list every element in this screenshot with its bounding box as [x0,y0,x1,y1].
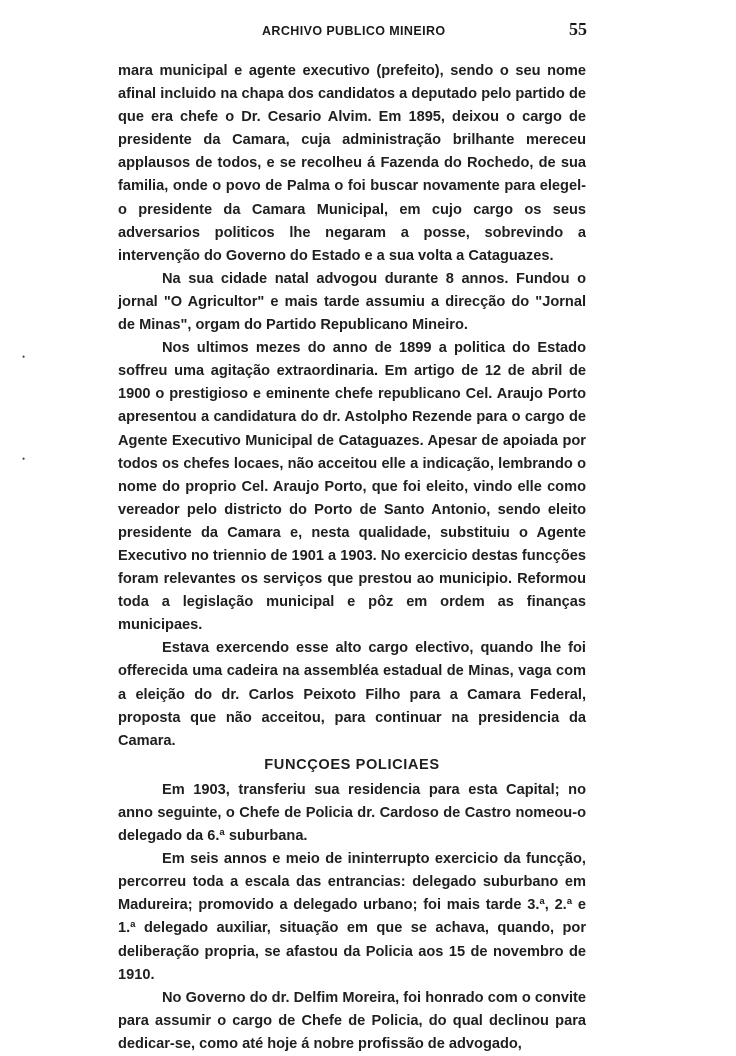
paragraph: Estava exercendo esse alto cargo electivo, quando lhe foi offerecida uma cadeira na assembléa estadual de Minas, vaga com a eleição do dr. Carlos Peixoto Filho para a Camara Federal, proposta que não acceitou, para continuar na presidencia da Camara. [118,640,586,749]
paragraph: Nos ultimos mezes do anno de 1899 a politica do Estado soffreu uma agitação extraordinaria. Em artigo de 12 de abril de 1900 o prestigioso e eminente chefe republicano Cel. Araujo Porto apresentou a candidatura do dr. Astolpho Rezende para o cargo de Agente Executivo Municipal de Cataguazes. Apesar de apoiada por todos os chefes locaes, não acceitou elle a indicação, lembrando o nome do proprio Cel. Araujo Porto, que foi eleito, vindo elle como vereador pelo districto do Porto de Santo Antonio, sendo eleito presidente da Camara e, nesta qualidade, substituiu o Agente Executivo no triennio de 1901 a 1903. No exercicio destas funcções foram relevantes os serviços que prestou ao municipio. Reformou toda a legislação municipal e pôz em ordem as finanças municipaes. [118,340,587,634]
paragraph: Em 1903, transferiu sua residencia para esta Capital; no anno seguinte, o Chefe de Policia dr. Cardoso de Castro nomeou-o delegado da 6.ª suburbana. [118,781,586,845]
section-heading: FUNCÇOES POLICIAES [264,756,440,773]
paragraph: Em seis annos e meio de ininterrupto exercicio da funcção, percorreu toda a escala das entrancias: delegado suburbano em Madureira; promovido a delegado urbano; foi mais tarde 3.ª, 2.ª e 1.ª delegado auxiliar, situação em que se achava, quando, por deliberação propria, se afastou da Policia aos 15 de novembro de 1910. [118,851,586,983]
margin-mark: • [22,352,26,362]
paragraph: Na sua cidade natal advogou durante 8 annos. Fundou o jornal "O Agricultor" e mais tarde assumiu a direcção do "Jornal de Minas", orgam do Partido Republicano Mineiro. [118,270,586,334]
paragraph: mara municipal e agente executivo (prefeito), sendo o seu nome afinal incluido na chapa dos candidatos a deputado pelo partido de que era chefe o Dr. Cesario Alvim. Em 1895, deixou o cargo de presidente da Camara, cuja administração brilhante mereceu applausos de todos, e se recolheu á Fazenda do Rochedo, de sua familia, onde o povo de Palma o foi buscar novamente para elegel-o presidente da Camara Municipal, em cujo cargo os seus adversarios politicos lhe negaram a posse, sobrevindo a intervenção do Governo do Estado e a sua volta a Cataguazes. [118,63,586,264]
paragraph: No Governo do dr. Delfim Moreira, foi honrado com o convite para assumir o cargo de Chefe de Policia, do qual declinou para dedicar-se, como até hoje á nobre profissão de advogado, [118,989,586,1052]
page-number: 55 [569,19,587,39]
margin-mark: • [22,454,26,464]
running-header: ARCHIVO PUBLICO MINEIRO [262,24,446,38]
body-text [118,60,586,1056]
